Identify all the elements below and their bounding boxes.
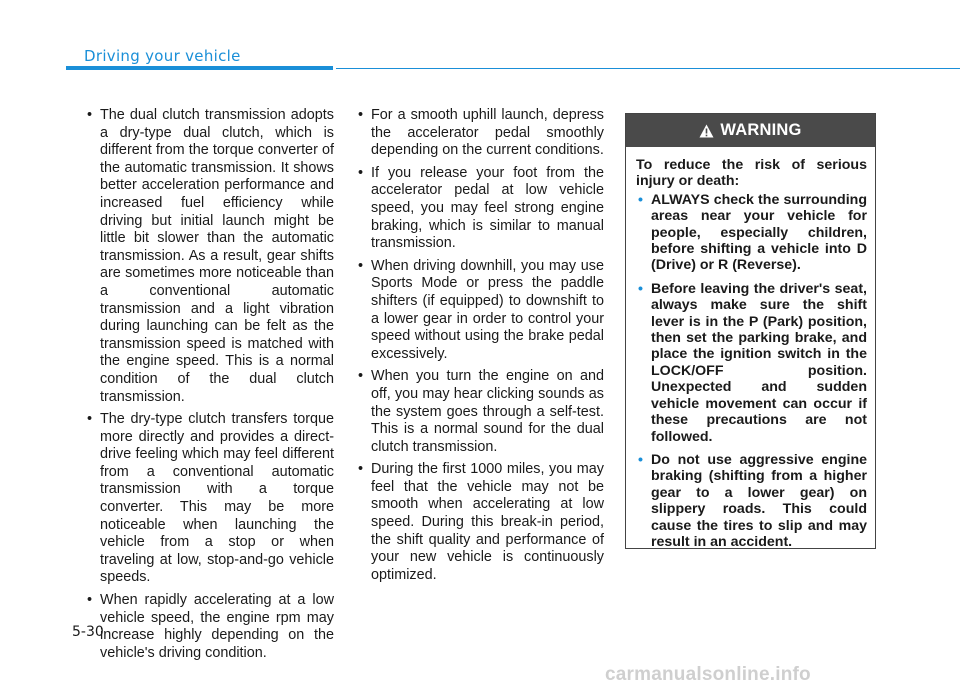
section-title: Driving your vehicle <box>84 47 241 65</box>
list-item: • During the first 1000 miles, you may feel that the vehicle may not be smooth when accelerating at low speed. During this break-in period, the shift quality and performance of your new vehicle is continuously optimized. <box>355 461 604 584</box>
warning-list <box>636 192 867 551</box>
warning-triangle-icon <box>699 124 714 138</box>
list-item: • The dual clutch transmission adopts a dry-type dual clutch, which is different from the torque converter of the automatic transmission. It shows better acceleration performance and increased fuel efficiency while driving but initial launch might be little bit slower than the automatic transmission. As a result, gear shifts are sometimes more noticeable than a conventional automatic transmission and a light vibration during launching can be felt as the transmission speed is matched with the engine speed. This is a normal condition of the dual clutch transmission. <box>84 107 334 406</box>
warning-intro: To reduce the risk of serious injury or death: <box>636 157 867 190</box>
header-rule-thin <box>336 68 960 69</box>
warning-body <box>626 147 875 550</box>
header-rule-thick <box>66 66 333 70</box>
text-column-middle <box>355 107 604 589</box>
page-number: 5-30 <box>72 624 104 640</box>
warning-item: • ALWAYS check the surrounding areas near your vehicle for people, especially children, before shifting a vehicle into D (Drive) or R (Reverse). <box>636 192 867 274</box>
bullet-list-middle <box>355 107 604 584</box>
list-item: • If you release your foot from the accelerator pedal at low vehicle speed, you may feel strong engine braking, which is similar to manual transmission. <box>355 165 604 253</box>
warning-item: • Before leaving the driver's seat, always make sure the shift lever is in the P (Park) position, then set the parking brake, and place the ignition switch in the LOCK/OFF position. Unexpected and sudden vehicle movement can occur if these precautions are not followed. <box>636 281 867 445</box>
bullet-list-left <box>84 107 334 662</box>
list-item: • For a smooth uphill launch, depress the accelerator pedal smoothly depending on the current conditions. <box>355 107 604 160</box>
warning-box <box>625 113 876 549</box>
list-item: • When driving downhill, you may use Sports Mode or press the paddle shifters (if equipped) to downshift to a lower gear in order to control your speed without using the brake pedal excessively. <box>355 258 604 364</box>
warning-item: • Do not use aggressive engine braking (shifting from a higher gear to a lower gear) on slippery roads. This could cause the tires to slip and may result in an accident. <box>636 452 867 550</box>
warning-title: WARNING <box>720 121 802 139</box>
watermark: carmanualsonline.info <box>605 664 811 685</box>
list-item: • The dry-type clutch transfers torque more directly and provides a direct-drive feeling which may feel different from a conventional automatic transmission with a torque converter. This may be more noticeable when launching the vehicle from a stop or when traveling at low, stop-and-go vehicle speeds. <box>84 411 334 587</box>
warning-header <box>626 114 875 147</box>
list-item: • When rapidly accelerating at a low vehicle speed, the engine rpm may increase highly depending on the vehicle's driving condition. <box>84 592 334 662</box>
list-item: • When you turn the engine on and off, you may hear clicking sounds as the system goes through a self-test. This is a normal sound for the dual clutch transmission. <box>355 368 604 456</box>
text-column-left <box>84 107 334 667</box>
